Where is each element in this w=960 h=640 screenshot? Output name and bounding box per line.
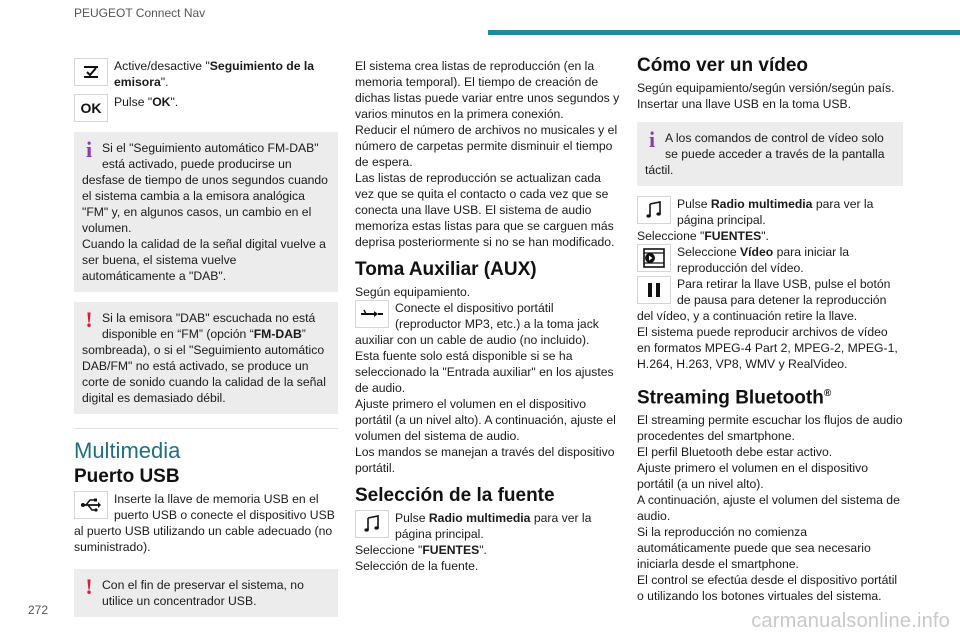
bt-paragraph-5: Si la reproducción no comienza automáticamente puede que sea necesario iniciarla desde el smartphone. <box>637 525 871 572</box>
info-note-text: Si el "Seguimiento automático FM-DAB" está activado, puede producirse un desfase de tiempo de unos segundos cuando el sistema cambia a la emisora analógica "FM" y, en algunos casos, un cambio en el volumen. <box>82 141 328 235</box>
select-sources-text: Seleccione "FUENTES". <box>355 543 487 557</box>
info-note-fm-dab <box>74 132 338 292</box>
video-pause-paragraph: Para retirar la llave USB, pulse el botón de pausa para detener la reproducción del vídeo, y a continuación retire la llave. <box>637 277 891 323</box>
bt-paragraph-4: A continuación, ajuste el volumen del sistema de audio. <box>637 493 900 524</box>
bt-paragraph-2: El perfil Bluetooth debe estar activo. <box>637 445 833 460</box>
bt-paragraph-1: El streaming permite escuchar los flujos de audio procedentes del smartphone. <box>637 413 903 444</box>
column-3 <box>637 55 903 604</box>
info-icon: i <box>648 127 656 152</box>
warning-icon: ! <box>85 574 93 599</box>
page-number: 272 <box>28 603 49 617</box>
heading-video: Cómo ver un vídeo <box>637 55 809 76</box>
warning-note-usb-hub <box>74 569 338 617</box>
bt-paragraph-3: Ajuste primero el volumen en el dispositivo portátil (a un nivel alto). <box>637 461 868 492</box>
ok-row <box>74 94 338 122</box>
header-accent-bar <box>488 30 960 35</box>
usb-paragraph: Inserte la llave de memoria USB en el puerto USB o conecte el dispositivo USB al puerto USB utilizando un cable adecuado (no suministrado). <box>74 492 335 554</box>
ok-icon: OK <box>74 94 108 122</box>
heading-bluetooth: Streaming Bluetooth® <box>637 387 832 409</box>
video-radio-row: Pulse Radio multimedia para ver la página principal. <box>637 196 903 228</box>
playlist-paragraph-3: Las listas de reproducción se actualizan cada vez que se quita el contacto o cada vez que se conecta una llave USB. El sistema de audio memoriza estas listas para que se carguen más deprisa posteriormente si no se han modificado. <box>355 171 615 249</box>
section-title-multimedia: Multimedia <box>74 438 181 463</box>
column-1 <box>74 58 338 627</box>
usb-icon <box>74 491 108 519</box>
info-note-text: A los comandos de control de vídeo solo se puede acceder a través de la pantalla táctil. <box>645 131 885 177</box>
header-title: PEUGEOT Connect Nav <box>74 6 206 20</box>
aux-connect-paragraph: Conecte el dispositivo portátil (reproductor MP3, etc.) a la toma jack auxiliar con un cable de audio (no incluido). <box>355 301 599 347</box>
video-equipment: Según equipamiento/según versión/según país. <box>637 81 895 95</box>
tracking-toggle-row <box>74 58 338 90</box>
source-radio-row: Pulse Radio multimedia para ver la página principal. <box>355 510 620 542</box>
video-select-row: Seleccione Vídeo para iniciar la reproducción del vídeo. <box>637 244 903 276</box>
playlist-paragraph-2: Reducir el número de archivos no musicales y el número de carpetas permite disminuir el tiempo de espera. <box>355 123 618 169</box>
aux-paragraph-4: Los mandos se manejan a través del dispositivo portátil. <box>355 445 615 475</box>
bt-paragraph-6: El control se efectúa desde el dispositivo portátil o utilizando los botones virtuales del sistema. <box>637 573 898 604</box>
info-note-video <box>637 122 903 186</box>
warning-note-text: Con el fin de preservar el sistema, no utilice un concentrador USB. <box>102 578 304 608</box>
aux-jack-icon <box>355 300 389 328</box>
info-note-text-2: Cuando la calidad de la señal digital vuelve a ser buena, el sistema vuelve automáticamente a "DAB". <box>82 237 326 283</box>
source-selection-text: Selección de la fuente. <box>355 559 479 573</box>
aux-equipment: Según equipamiento. <box>355 285 471 299</box>
divider <box>74 428 338 429</box>
music-note-icon <box>355 510 389 538</box>
ok-text: Pulse "OK". <box>114 95 179 109</box>
video-formats: El sistema puede reproducir archivos de vídeo en formatos MPEG-4 Part 2, MPEG-2, MPEG-1, H.264, H.263, VP8, WMV y RealVideo. <box>637 325 898 371</box>
pause-icon <box>637 276 671 304</box>
warning-icon: ! <box>85 307 93 332</box>
music-note-icon <box>637 196 671 224</box>
heading-aux: Toma Auxiliar (AUX) <box>355 259 537 280</box>
aux-paragraph-3: Ajuste primero el volumen en el dispositivo portátil (a un nivel alto). A continuación, ajuste el volumen del sistema de audio. <box>355 397 616 443</box>
video-select-sources: Seleccione "FUENTES". <box>637 229 769 243</box>
warning-note-dab <box>74 302 338 414</box>
aux-paragraph-2: Esta fuente solo está disponible si se ha seleccionado la "Entrada auxiliar" en los ajustes de audio. <box>355 349 614 395</box>
video-play-icon <box>637 244 671 272</box>
video-insert-usb: Insertar una llave USB en la toma USB. <box>637 97 852 111</box>
info-icon: i <box>85 137 93 162</box>
tracking-toggle-text: Active/desactive "Seguimiento de la emisora". <box>114 59 315 89</box>
checkbox-check-icon <box>74 58 108 86</box>
playlist-paragraph-1: El sistema crea listas de reproducción (en la memoria temporal). El tiempo de creación de dichas listas puede variar entre unos segundos y varios minutos en la primera conexión. <box>355 59 620 121</box>
column-2 <box>355 58 620 574</box>
watermark: carmanualsonline.info <box>751 610 950 632</box>
heading-usb: Puerto USB <box>74 466 180 487</box>
warning-note-text: Si la emisora "DAB" escuchada no está disponible en “FM” (opción “FM-DAB” sombreada), o si el "Seguimiento automático DAB/FM" no está activado, se produce un corte de sonido cuando la calidad de la señal digital es demasiado débil. <box>82 311 326 405</box>
heading-source-selection: Selección de la fuente <box>355 485 555 506</box>
